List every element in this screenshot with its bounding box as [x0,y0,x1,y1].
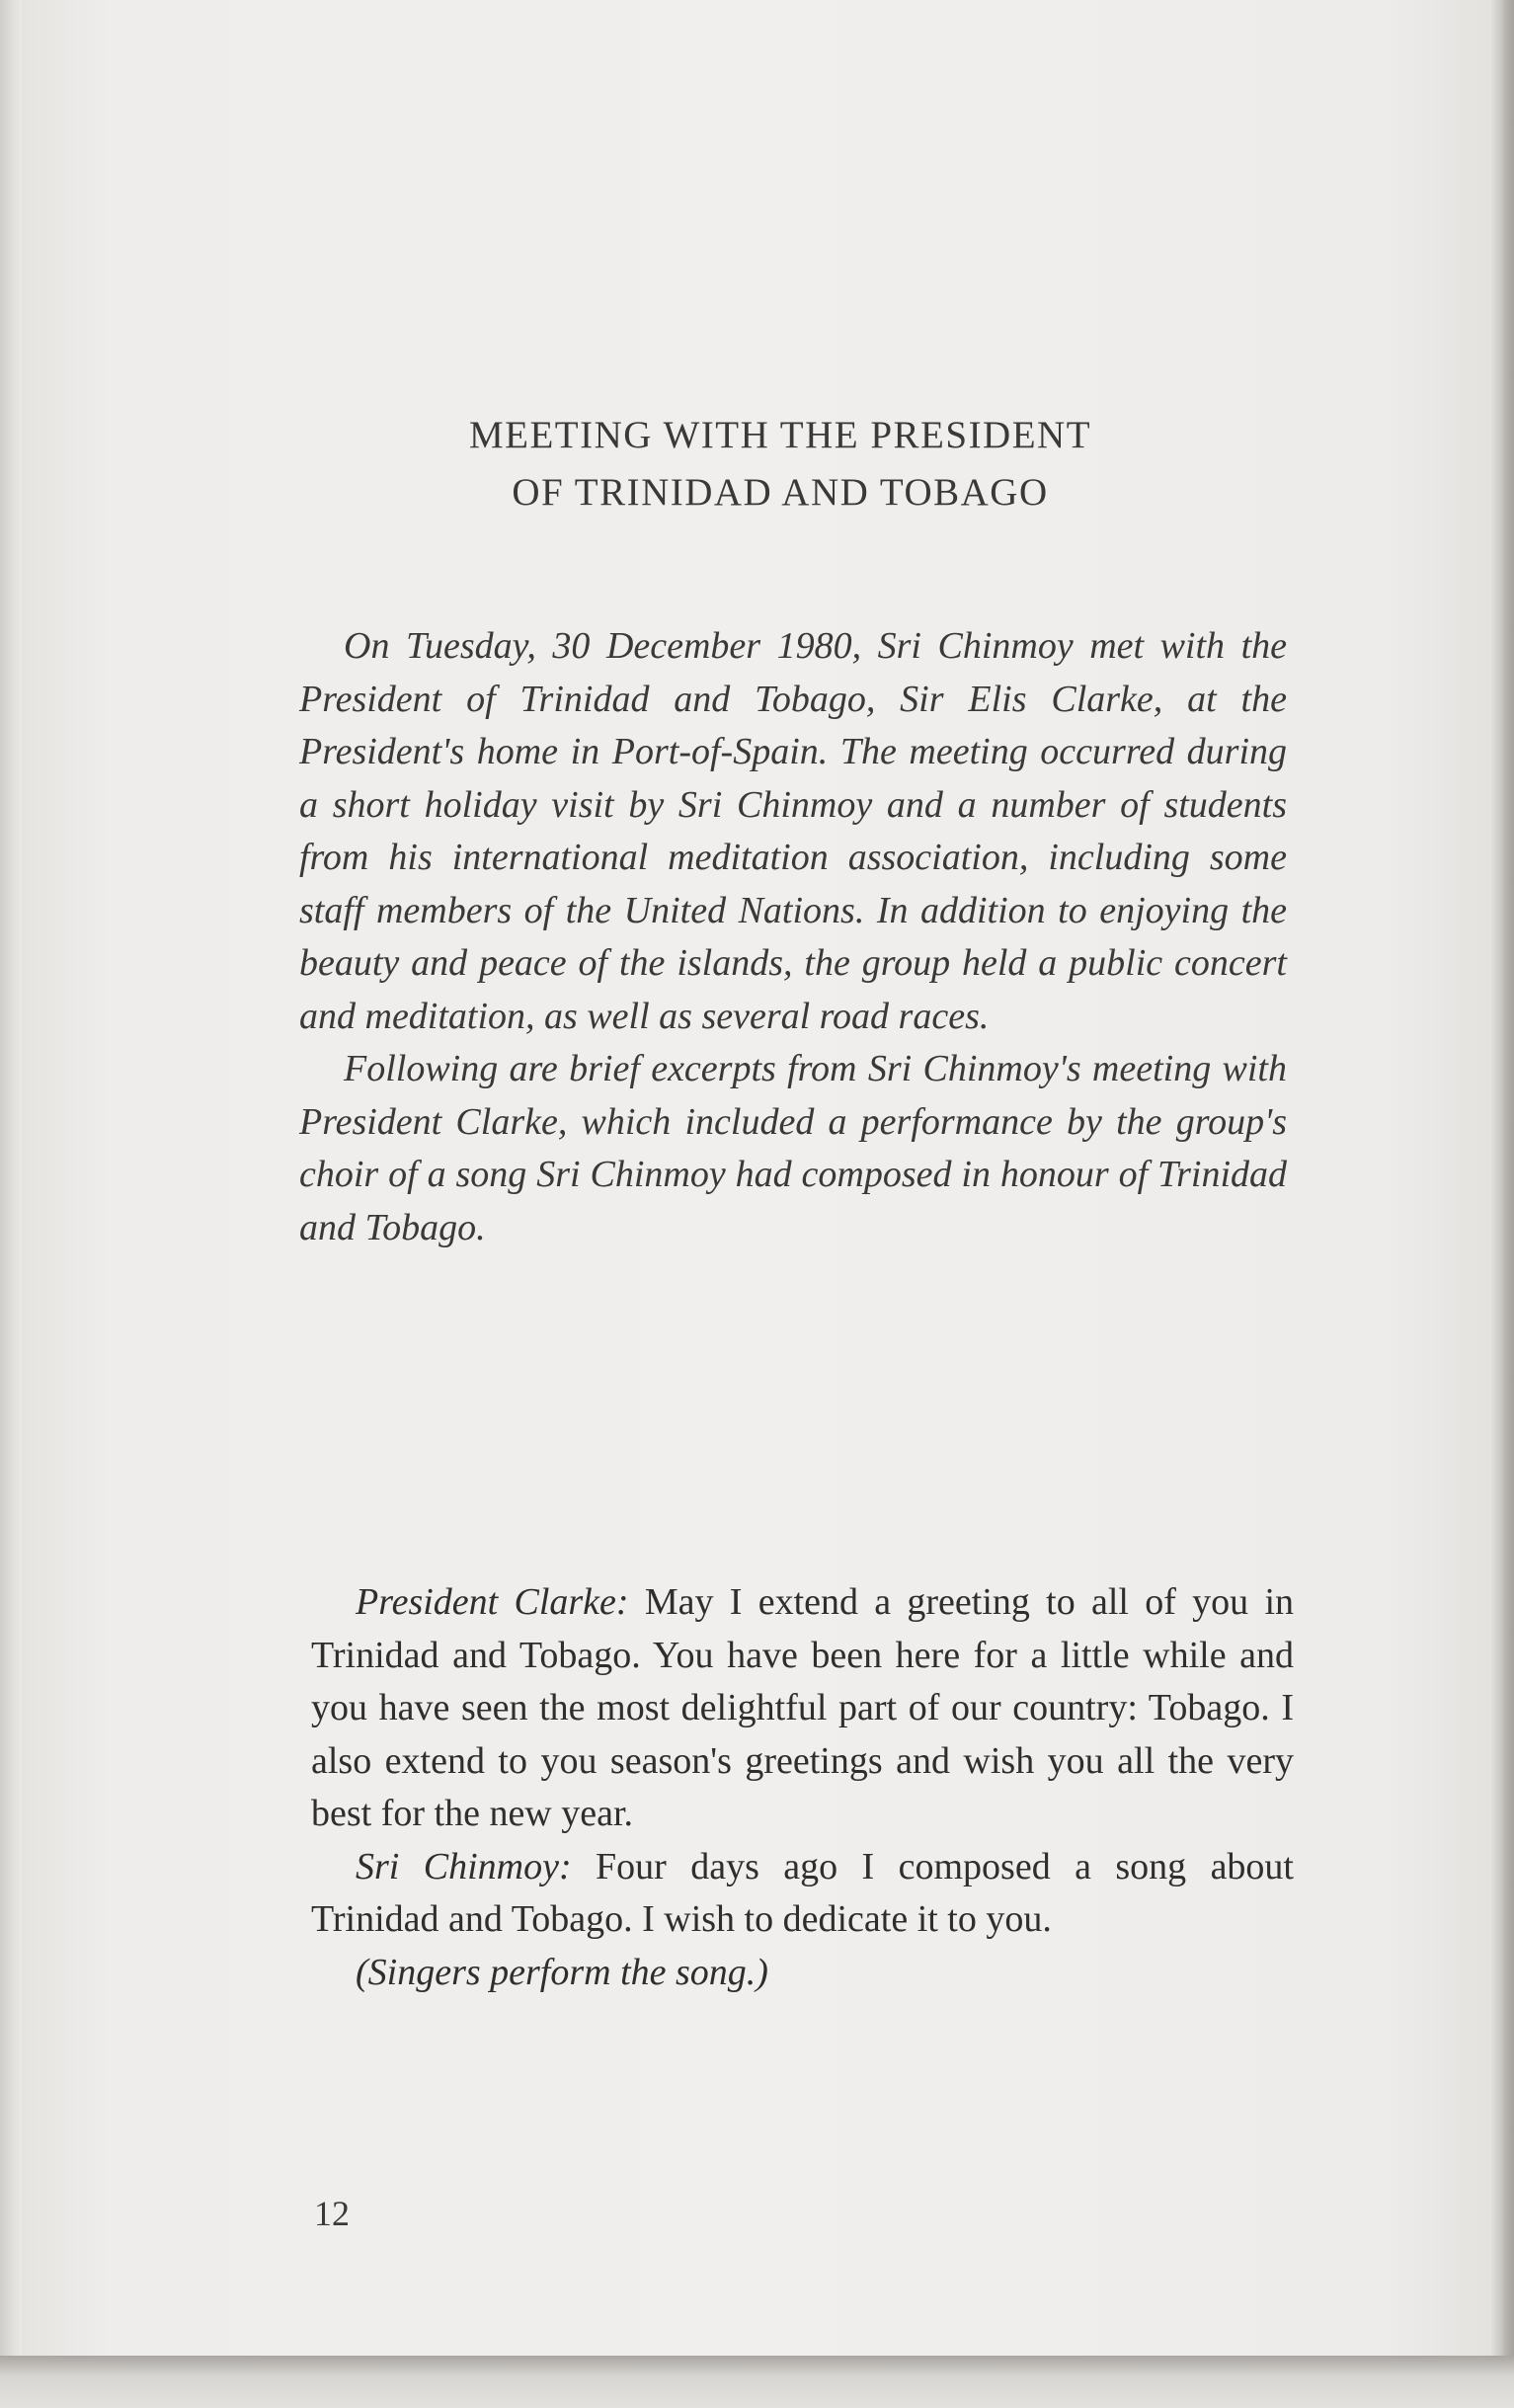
dialogue-entry-president [311,1576,1294,1841]
intro-paragraph-1: On Tuesday, 30 December 1980, Sri Chinmoy met with the President of Trinidad and Tobago, Sir Elis Clarke, at the President's home in Port-of-Spain. The meeting occurred during a short holiday visit by Sri Chinmoy and a number of students from his international meditation association, including some staff members of the United Nations. In addition to enjoying the beauty and peace of the islands, the group held a public concert and meditation, as well as several road races. [299,625,1287,1037]
book-spine-edge [0,0,22,2408]
introduction [299,620,1287,1254]
dialogue-text: Four days ago I composed a song about Trinidad and Tobago. I wish to dedicate it to you. [311,1845,1294,1940]
dialogue-entry-chinmoy [311,1841,1294,1947]
speaker-name: Sri Chinmoy: [356,1845,572,1887]
dialogue [311,1576,1294,1999]
page-bottom-edge [0,2356,1514,2408]
intro-paragraph-2: Following are brief excerpts from Sri Chinmoy's meeting with President Clarke, which included a performance by the group's choir of a song Sri Chinmoy had composed in honour of Trinidad and Tobago. [299,1048,1287,1248]
chapter-title-line-1: MEETING WITH THE PRESIDENT [468,414,1092,456]
dialogue-text: May I extend a greeting to all of you in Trinidad and Tobago. You have been here for a little while and you have seen the most delightful part of our country: Tobago. I also extend to you season's greetings and wish you all the very best for the new year. [311,1581,1295,1834]
chapter-title-line-2: OF TRINIDAD AND TOBAGO [512,471,1049,514]
stage-direction: (Singers perform the song.) [356,1951,768,1993]
chapter-title [375,407,1185,522]
speaker-name: President Clarke: [356,1581,629,1623]
page-gutter-shadow [1490,0,1514,2408]
page-number: 12 [314,2194,350,2233]
